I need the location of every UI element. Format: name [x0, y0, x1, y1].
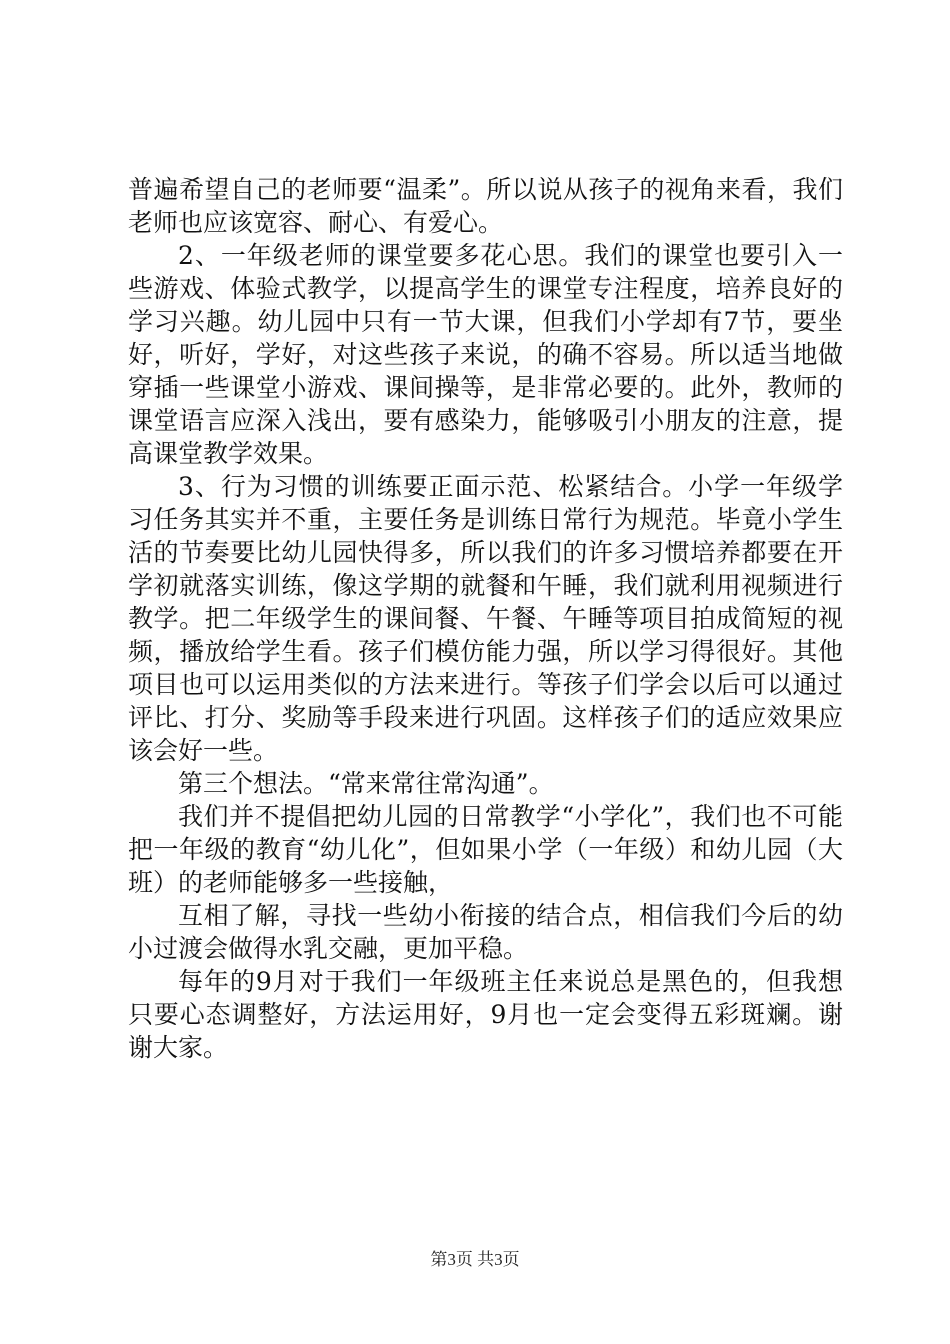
- paragraph-3: 3、行为习惯的训练要正面示范、松紧结合。小学一年级学习任务其实并不重，主要任务是训练日常行为规范。毕竟小学生活的节奏要比幼儿园快得多，所以我们的许多习惯培养都要在开学初就落实训练，像这学期的就餐和午睡，我们就利用视频进行教学。把二年级学生的课间餐、午餐、午睡等项目拍成简短的视频，播放给学生看。孩子们模仿能力强，所以学习得很好。其他项目也可以运用类似的方法来进行。等孩子们学会以后可以通过评比、打分、奖励等手段来进行巩固。这样孩子们的适应效果应该会好一些。: [128, 472, 843, 765]
- paragraph-2: 2、一年级老师的课堂要多花心思。我们的课堂也要引入一些游戏、体验式教学，以提高学生的课堂专注程度，培养良好的学习兴趣。幼儿园中只有一节大课，但我们小学却有7节，要坐好，听好，学好，对这些孩子来说，的确不容易。所以适当地做穿插一些课堂小游戏、课间操等，是非常必要的。此外，教师的课堂语言应深入浅出，要有感染力，能够吸引小朋友的注意，提高课堂教学效果。: [128, 241, 843, 468]
- section-heading-third-idea: 第三个想法。“常来常往常沟通”。: [178, 769, 554, 798]
- paragraph-7: 每年的9月对于我们一年级班主任来说总是黑色的，但我想只要心态调整好，方法运用好，9月也一定会变得五彩斑斓。谢谢大家。: [128, 967, 843, 1062]
- paragraph-1: 普遍希望自己的老师要“温柔”。所以说从孩子的视角来看，我们老师也应该宽容、耐心、有爱心。: [128, 175, 843, 237]
- paragraph-6: 互相了解，寻找一些幼小衔接的结合点，相信我们今后的幼小过渡会做得水乳交融，更加平稳。: [128, 901, 843, 963]
- page-footer: 第3页 共3页: [430, 1250, 520, 1269]
- document-body: [128, 173, 843, 1064]
- paragraph-5: 我们并不提倡把幼儿园的日常教学“小学化”，我们也不可能把一年级的教育“幼儿化”，但如果小学（一年级）和幼儿园（大班）的老师能够多一些接触，: [128, 802, 843, 897]
